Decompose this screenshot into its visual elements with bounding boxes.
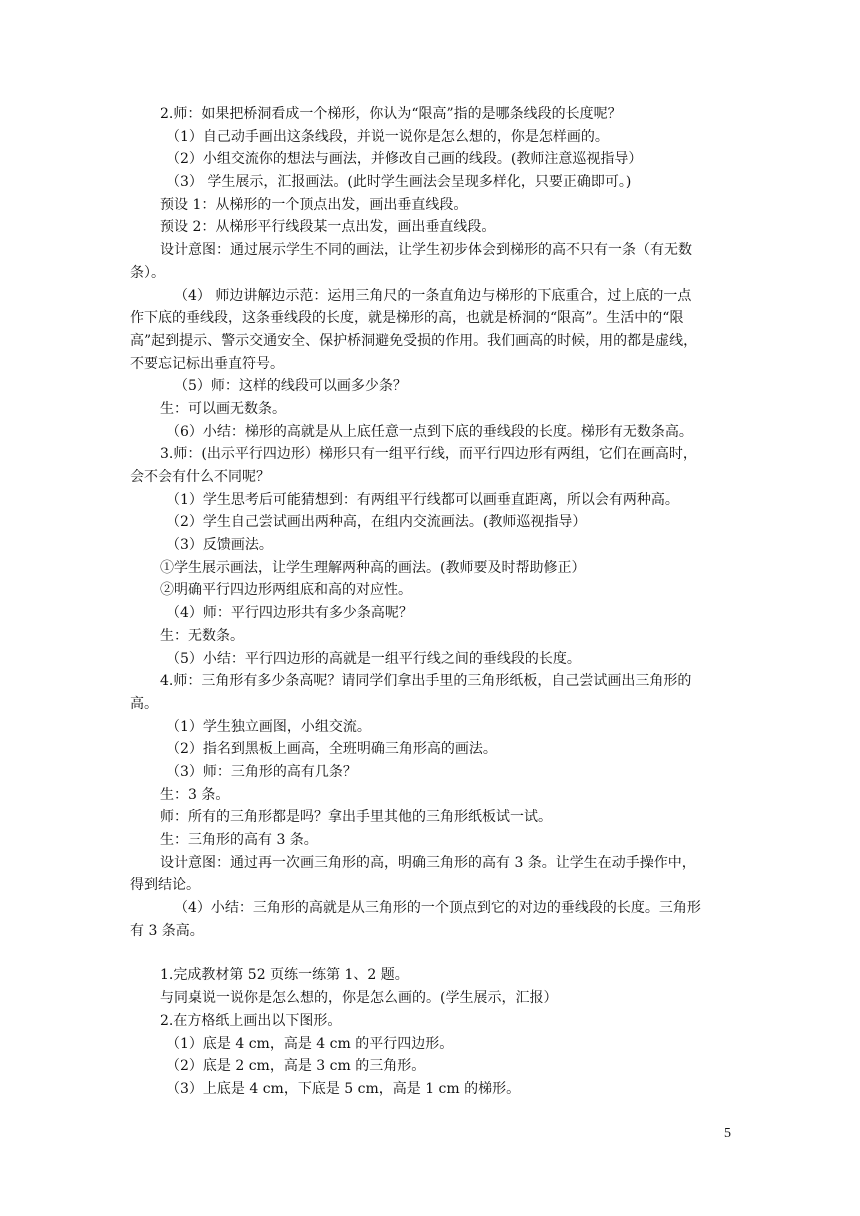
text-line: （5）小结：平行四边形的高就是一组平行线之间的垂线段的长度。	[166, 650, 581, 667]
text-line: （1）底是 4 cm，高是 4 cm 的平行四边形。	[166, 1035, 454, 1052]
text-line: ②明确平行四边形两组底和高的对应性。	[160, 582, 412, 599]
text-line: 2.师：如果把桥洞看成一个梯形，你认为“限高”指的是哪条线段的长度呢？	[160, 106, 622, 122]
text-line: （4）师：平行四边形共有多少条高呢？	[166, 605, 413, 622]
text-line: （3）师：三角形的高有几条？	[166, 763, 357, 780]
text-line: 预设 1：从梯形的一个顶点出发，画出垂直线段。	[160, 196, 468, 213]
text-line: 设计意图：通过展示学生不同的画法，让学生初步体会到梯形的高不只有一条（有无数	[160, 242, 692, 259]
text-line: 2.在方格纸上画出以下图形。	[160, 1012, 342, 1029]
document-body	[130, 103, 730, 1101]
text-line: 生：三角形的高有 3 条。	[160, 832, 318, 848]
text-line: 与同桌说一说你是怎么想的，你是怎么画的。(学生展示，汇报）	[160, 990, 558, 1007]
text-line: 高”起到提示、警示交通安全、保护桥洞避免受损的作用。我们画高的时候，用的都是虚线，	[130, 332, 698, 349]
text-line: 设计意图：通过再一次画三角形的高，明确三角形的高有 3 条。让学生在动手操作中，	[160, 854, 696, 871]
text-line: （1）学生思考后可能猜想到：有两组平行线都可以画垂直距离，所以会有两种高。	[166, 491, 679, 508]
text-line: （3）上底是 4 cm，下底是 5 cm，高是 1 cm 的梯形。	[166, 1080, 521, 1097]
text-line: （1）自己动手画出这条线段，并说一说你是怎么想的，你是怎样画的。	[166, 128, 609, 145]
text-line: （4） 师边讲解边示范：运用三角尺的一条直角边与梯形的下底重合，过上底的一点	[174, 287, 692, 304]
text-line: 会不会有什么不同呢？	[130, 469, 270, 485]
text-line: 不要忘记标出垂直符号。	[130, 355, 284, 372]
text-line: ①学生展示画法，让学生理解两种高的画法。(教师要及时帮助修正）	[160, 559, 586, 576]
text-line: （4）小结：三角形的高就是从三角形的一个顶点到它的对边的垂线段的长度。三角形	[174, 900, 701, 917]
text-line: （2）底是 2 cm，高是 3 cm 的三角形。	[166, 1058, 426, 1075]
text-line: 1.完成教材第 52 页练一练第 1、2 题。	[160, 967, 409, 984]
text-line: 生：3 条。	[160, 786, 230, 803]
text-line: （2）学生自己尝试画出两种高，在组内交流画法。(教师巡视指导）	[166, 514, 587, 531]
text-line: 4.师：三角形有多少条高呢？请同学们拿出手里的三角形纸板，自己尝试画出三角形的	[160, 673, 692, 690]
text-line: （3） 学生展示，汇报画法。(此时学生画法会呈现多样化，只要正确即可。)	[166, 174, 632, 191]
text-line: （5）师：这样的线段可以画多少条？	[174, 378, 407, 395]
text-line: 高。	[130, 695, 158, 712]
text-line: 得到结论。	[130, 877, 200, 894]
text-line: （3）反馈画法。	[166, 537, 273, 554]
text-line: （2）指名到黑板上画高，全班明确三角形高的画法。	[166, 741, 497, 758]
text-line: （6）小结：梯形的高就是从上底任意一点到下底的垂线段的长度。梯形有无数条高。	[166, 423, 693, 440]
text-line: 生：可以画无数条。	[160, 400, 286, 417]
text-line: 师：所有的三角形都是吗？拿出手里其他的三角形纸板试一试。	[160, 809, 552, 826]
text-line: （2）小组交流你的想法与画法，并修改自己画的线段。(教师注意巡视指导）	[166, 151, 643, 168]
section-gap	[130, 942, 730, 964]
text-line: （1）学生独立画图，小组交流。	[166, 718, 371, 735]
text-line: 3.师：(出示平行四边形）梯形只有一组平行线，而平行四边形有两组，它们在画高时，	[160, 446, 697, 463]
text-line: 有 3 条高。	[130, 922, 204, 939]
text-line: 生：无数条。	[160, 627, 244, 644]
text-line: 预设 2：从梯形平行线段某一点出发，画出垂直线段。	[160, 219, 496, 236]
text-line: 条）。	[130, 264, 165, 281]
text-line: 作下底的垂线段，这条垂线段的长度，就是梯形的高，也就是桥洞的“限高”。生活中的“限	[130, 310, 684, 327]
page-number: 5	[724, 1126, 731, 1141]
